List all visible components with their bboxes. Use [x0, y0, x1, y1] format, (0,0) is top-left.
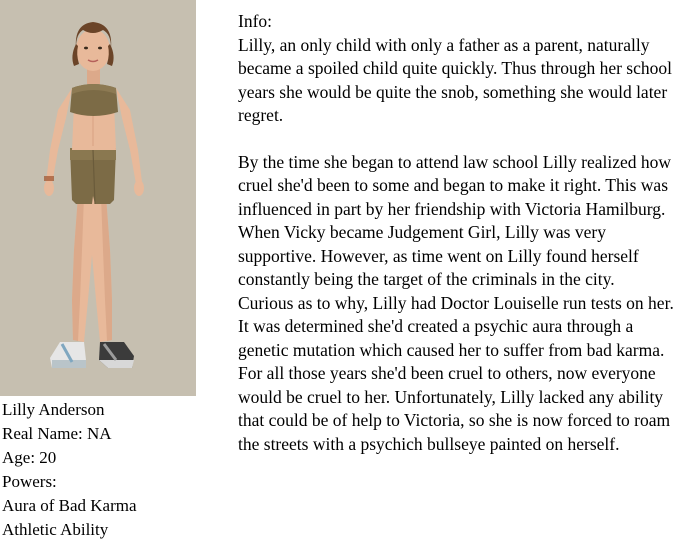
info-column [238, 10, 674, 456]
character-stats [0, 398, 196, 542]
character-name: Lilly Anderson [2, 400, 105, 419]
character-age: Age: 20 [2, 448, 57, 467]
info-heading: Info: [238, 11, 273, 31]
character-power-2: Athletic Ability [2, 520, 109, 539]
character-portrait [0, 0, 196, 396]
character-powers-label: Powers: [2, 472, 57, 491]
portrait-illustration [0, 0, 196, 396]
left-column [0, 0, 196, 546]
character-power-1: Aura of Bad Karma [2, 496, 137, 515]
info-paragraph-2: By the time she began to attend law school Lilly realized how cruel she'd been to some and began to make it right. This was influenced in part by her friendship with Victoria Hamilburg. When Vicky became Judgement Girl, Lilly was very supportive. However, as time went on Lilly found herself constantly being the target of the criminals in the city. Curious as to why, Lilly had Doctor Louiselle run tests on her. It was determined she'd created a psychic aura through a genetic mutation which caused her to suffer from bad karma. For all those years she'd been cruel to others, now everyone would be cruel to her. Unfortunately, Lilly lacked any ability that could be of help to Victoria, so she is now forced to roam the streets with a psychich bullseye painted on herself. [238, 151, 674, 454]
character-real-name: Real Name: NA [2, 424, 112, 443]
info-paragraph-1: Lilly, an only child with only a father as a parent, naturally became a spoiled child quite quickly. Thus through her school years she would be quite the snob, something she would later regret. [238, 34, 672, 125]
